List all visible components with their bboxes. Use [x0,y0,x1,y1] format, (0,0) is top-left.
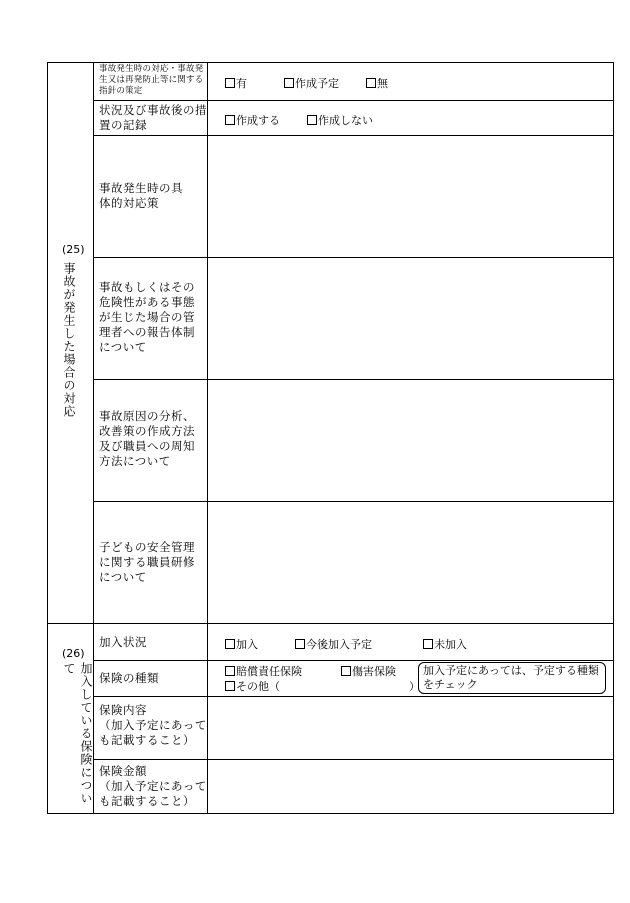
form-table [47,62,614,814]
checkbox-icon [284,78,294,88]
row-divider [93,100,614,101]
row-label-response-plan: 事故発生時の具体的対応策 [99,181,183,210]
checkbox-icon [225,78,235,88]
section-26-title: 加入している保険について [62,662,93,805]
row-label-guideline: 事故発生時の対応・事故発生又は再発防止等に関する指針の策定 [99,64,204,96]
row-label-enrollment: 加入状況 [99,635,147,649]
checkbox-none[interactable]: 無 [366,75,388,91]
section-26-number: (26) [62,647,85,660]
training-field[interactable] [208,502,613,623]
row-label-insurance-content: 保険内容 [99,703,147,717]
insurance-amount-field[interactable] [208,760,613,813]
checkbox-has[interactable]: 有 [225,75,247,91]
checkbox-not-enrolled[interactable]: 未加入 [423,636,467,652]
checkbox-liability[interactable]: 賠償責任保険 [225,663,302,679]
row-label-reporting: 事故もしくはその危険性がある事態が生じた場合の管理者への報告体制について [99,280,195,354]
reporting-field[interactable] [208,258,613,379]
checkbox-icon [295,639,305,649]
row-label-records: 状況及び事故後の措置の記録 [99,103,207,132]
checkbox-not-create[interactable]: 作成しない [307,112,373,128]
checkbox-icon [225,639,235,649]
row-label-analysis: 事故原因の分析、改善策の作成方法及び職員への周知方法について [99,409,195,468]
section-25-number: (25) [62,243,85,256]
checkbox-icon [225,666,235,676]
checkbox-icon [366,78,376,88]
checkbox-enrolled[interactable]: 加入 [225,636,258,652]
table-border-left [47,62,48,814]
row-label-insurance-amount: 保険金額 [99,764,147,778]
checkbox-icon [225,115,235,125]
section-25-title: 事故が発生した場合の対応 [62,262,76,418]
row-sublabel-insurance-amount: （加入予定にあっても記載すること） [99,779,207,808]
checkbox-plan-to-enroll[interactable]: 今後加入予定 [295,636,372,652]
row-sublabel-insurance-content: （加入予定にあっても記載すること） [99,718,207,747]
checkbox-icon [423,639,433,649]
checkbox-icon [341,666,351,676]
checkbox-planned[interactable]: 作成予定 [284,75,339,91]
insurance-type-note: 加入予定にあっては、予定する種類をチェック [418,662,606,694]
checkbox-injury[interactable]: 傷害保険 [341,663,396,679]
table-border-bottom [47,813,614,814]
checkbox-icon [307,115,317,125]
other-close-paren: ） [409,680,420,693]
row-label-training: 子どもの安全管理に関する職員研修について [99,540,195,584]
table-border-right [613,62,614,814]
row-label-insurance-type: 保険の種類 [99,671,159,685]
insurance-content-field[interactable] [208,697,613,759]
checkbox-create[interactable]: 作成する [225,112,280,128]
checkbox-icon [225,681,235,691]
analysis-field[interactable] [208,380,613,501]
section-divider [47,623,614,624]
table-border-top [47,62,614,63]
checkbox-other[interactable]: その他（ [225,678,280,694]
response-plan-field[interactable] [208,136,613,257]
row-divider [93,660,614,661]
